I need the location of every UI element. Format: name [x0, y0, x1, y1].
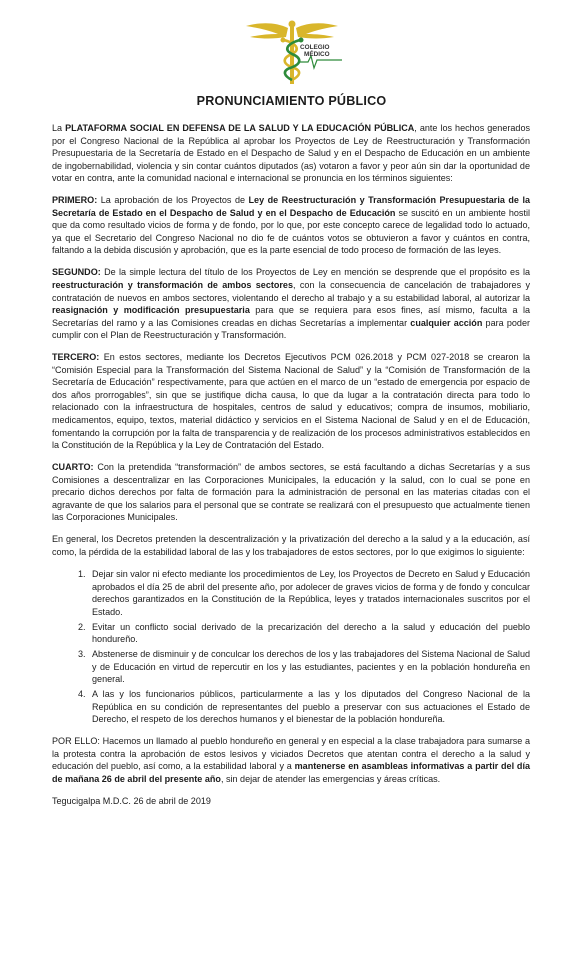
segundo-text-3: para que se requiera para esos fines, así mismo, faculta a la Secretarías del ramo y a las Comisiones creadas en dichas Secretarías a implementar	[52, 305, 530, 328]
cuarto-paragraph	[52, 461, 530, 524]
intro-lead: La	[52, 123, 66, 133]
logo-text-line2: MÉDICO	[304, 51, 330, 58]
tercero-text: En estos sectores, mediante los Decretos Ejecutivos PCM 026.2018 y PCM 027-2018 se crearon la “Comisión Especial para la Transformación del Sistema Nacional de Salud” y la “Comisión de Transformación de la Secretaría de Educación” respectivamente, para que actúen en el marco de un “estado de emergencia por espacio de dos años prorrogables”, sin que se justifique dicha causa, lo que da lugar a la contratación directa para todo lo relacionado con la infraestructura de hospitales, centros de salud y educativos; compra de insumos, mobiliario, medicamentos, equipo, textos, material didáctico y servicios en el Sistema Nacional de Salud y en el de Educación, fomentando la corrupción por la falta de transparencia y de realización de los procesos administrativos establecidos en la Constitución de la República y la Ley de Contratación del Estado.	[52, 352, 530, 451]
segundo-paragraph	[52, 266, 530, 341]
por-ello-paragraph	[52, 735, 530, 785]
segundo-text-2: , con la consecuencia de cancelación de trabajadores y contratación de nuevos en ambos sectores, violentando el derecho al trabajo y a su estabilidad laboral, al autorizar la	[52, 280, 530, 303]
general-paragraph: En general, los Decretos pretenden la descentralización y la privatización del derecho a la salud y a la educación, así como, la pérdida de la estabilidad laboral de las y los trabajadores de estos sectores, por lo que exigimos lo siguiente:	[52, 534, 530, 557]
por-ello-bold: mantenerse en asambleas informativas a partir del día de mañana 26 de abril del presente año	[52, 761, 530, 784]
list-item: 2. Evitar un conflicto social derivado de la precarización del derecho a la salud y educación del pueblo hondureño.	[88, 621, 530, 646]
tercero-label: TERCERO:	[52, 352, 100, 363]
primero-text-1: La aprobación de los Proyectos de	[97, 195, 249, 206]
list-item: 1. Dejar sin valor ni efecto mediante los procedimientos de Ley, los Proyectos de Decreto en Salud y Educación aprobados el día 25 de abril del presente año, por adolecer de graves vicios de forma y de fondo y conculcar derechos garantizados en la Constitución de la República, leyes y tratados internacionales suscritos por el Estado.	[88, 568, 530, 618]
por-ello-text-1: POR ELLO: Hacemos un llamado al pueblo hondureño en general y en especial a la clase trabajadora para sumarse a la protesta contra la aprobación de estos lesivos y viciados Decretos que atentan contra el derecho a la salud y educación del pueblo, así como, a la estabilidad laboral y a	[52, 736, 530, 772]
por-ello-text-2: , sin dejar de atender las emergencias y áreas críticas.	[220, 773, 441, 784]
cuarto-text: Con la pretendida “transformación” de ambos sectores, se está facultando a dichas Secretarías y a sus Comisiones a descentralizar en las Corporaciones Municipales, la educación y la salud, con lo cual se pone en precario dichos derechos por falta de formación para la administración de personal en las materias citadas con el agravante de que los salarios para el personal que se contrate se realizará con el presupuesto que actualmente tienen las Corporaciones Municipales.	[52, 462, 530, 523]
document-title: PRONUNCIAMIENTO PÚBLICO	[196, 94, 387, 108]
intro-text: , ante los hechos generados por el Congreso Nacional de la República al aprobar los Proyectos de Ley de Reestructuración y Transformación Presupuestaria de la Secretaría de Estado en el Despacho de Salud y en el Despacho de Educación en un ambiente de ingobernabilidad, violencia y sin contar cuántos diputados (as) votaron a favor y peor aún sin dar la oportunidad de votar en contra, ante la comunidad nacional e internacional se pronuncia en los términos siguientes:	[52, 123, 530, 184]
organization-name: PLATAFORMA SOCIAL EN DEFENSA DE LA SALUD Y LA EDUCACIÓN PÚBLICA	[65, 123, 415, 133]
intro-paragraph	[52, 122, 530, 185]
colegio-medico-logo	[238, 18, 346, 88]
segundo-bold-2: reasignación y modificación presupuestaria	[52, 305, 250, 316]
primero-paragraph	[52, 194, 530, 257]
demands-list	[52, 568, 530, 726]
list-item: 3. Abstenerse de disminuir y de conculcar los derechos de los y las trabajadores del Sistema Nacional de Salud y de Educación en virtud de repercutir en los y las estudiantes, pacientes y en la población hondureña en general.	[88, 648, 530, 686]
list-item: 4. A las y los funcionarios públicos, particularmente a las y los diputados del Congreso Nacional de la República en su condición de representantes del pueblo a preservar con sus actuaciones el Estado de Derecho, el respeto de los derechos humanos y el bienestar de la población hondureña.	[88, 688, 530, 726]
logo-text-line1: COLEGIO	[300, 44, 330, 51]
place-date: Tegucigalpa M.D.C. 26 de abril de 2019	[52, 795, 211, 806]
segundo-label: SEGUNDO:	[52, 267, 101, 278]
segundo-bold-1: reestructuración y transformación de ambos sectores	[52, 280, 293, 291]
cuarto-label: CUARTO:	[52, 462, 94, 473]
primero-bold-1: Ley de Reestructuración y Transformación Presupuestaria de la Secretaría de Estado en el Despacho de Salud y en el Despacho de Educación	[52, 195, 530, 218]
document-body	[52, 122, 530, 817]
primero-text-2: se suscitó en un ambiente hostil que da como resultado vicios de forma y de fondo, por lo que, por este concepto carece de legalidad todo lo actuado, ya que el Secretario del Congreso Nacional no dio fe de cuántos votos se obtuvieron a favor y cuántos en contra, faltando a la debida discusión y aprobación, que es la parte esencial de todo proceso de formación de las leyes.	[52, 207, 530, 256]
segundo-text-4: para poder cumplir con el Plan de Reestructuración y Transformación.	[52, 317, 530, 341]
segundo-bold-3: cualquier acción	[410, 317, 483, 328]
primero-label: PRIMERO:	[52, 195, 98, 206]
segundo-text-1: De la simple lectura del título de los Proyectos de Ley en mención se desprende que el propósito es la	[100, 267, 530, 278]
tercero-paragraph	[52, 351, 530, 451]
